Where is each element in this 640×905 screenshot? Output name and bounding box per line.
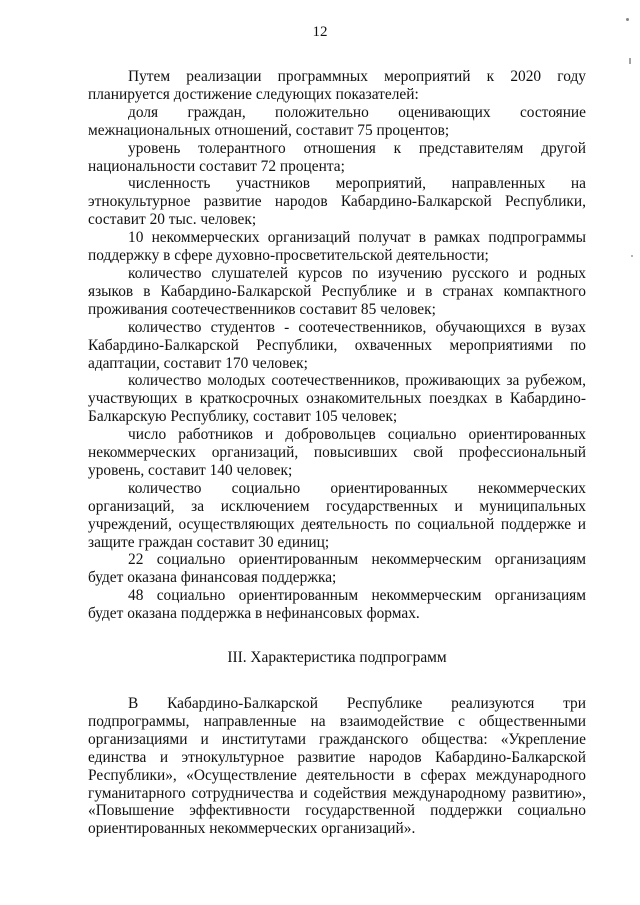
scan-mark [631, 255, 633, 257]
section-paragraph: В Кабардино-Балкарской Республике реализуются три подпрограммы, направленные на взаимодействие с общественными организациями и институтами гражданского общества: «Укрепление единства и этнокультурное развитие народов Кабардино-Балкарской Республики», «Осуществление деятельности в сферах международного гуманитарного сотрудничества и содействия международному развитию», «Повышение эффективности государственной поддержки социально ориентированных некоммерческих организаций». [88, 695, 586, 838]
indicator-paragraph: численность участников мероприятий, направленных на этнокультурное развитие народов Кабардино-Балкарской Республики, составит 20 тыс. человек; [88, 175, 586, 229]
indicator-paragraph: число работников и добровольцев социально ориентированных некоммерческих организаций, повысивших свой профессиональный уровень, составит 140 человек; [88, 426, 586, 479]
indicator-paragraph: количество молодых соотечественников, проживающих за рубежом, участвующих в краткосрочных ознакомительных поездках в Кабардино-Балкарскую Республику, составит 105 человек; [88, 372, 586, 426]
indicator-paragraph: 10 некоммерческих организаций получат в рамках подпрограммы поддержку в сфере духовно-просветительской деятельности; [88, 229, 586, 265]
scan-mark [629, 58, 631, 64]
indicator-paragraph: 22 социально ориентированным некоммерческим организациям будет оказана финансовая поддержка; [88, 551, 586, 587]
scan-mark [626, 18, 629, 21]
page-number: 12 [312, 24, 328, 40]
indicator-paragraph: доля граждан, положительно оценивающих состояние межнациональных отношений, составит 75 процентов; [88, 103, 586, 139]
intro-paragraph: Путем реализации программных мероприятий к 2020 году планируется достижение следующих показателей: [88, 68, 586, 103]
indicator-paragraph: 48 социально ориентированным некоммерческим организациям будет оказана поддержка в нефинансовых формах. [88, 587, 586, 623]
document-body [88, 68, 586, 838]
indicator-paragraph: уровень толерантного отношения к представителям другой национальности составит 72 процента; [88, 139, 586, 175]
indicator-paragraph: количество социально ориентированных некоммерческих организаций, за исключением государственных и муниципальных учреждений, осуществляющих деятельность по социальной поддержке и защите граждан составит 30 единиц; [88, 479, 586, 551]
section-heading: III. Характеристика подпрограмм [227, 649, 447, 667]
indicator-paragraph: количество слушателей курсов по изучению русского и родных языков в Кабардино-Балкарской Республике и в странах компактного проживания соотечественников составит 85 человек; [88, 264, 586, 318]
indicator-paragraph: количество студентов - соотечественников, обучающихся в вузах Кабардино-Балкарской Республики, охваченных мероприятиями по адаптации, составит 170 человек; [88, 318, 586, 372]
